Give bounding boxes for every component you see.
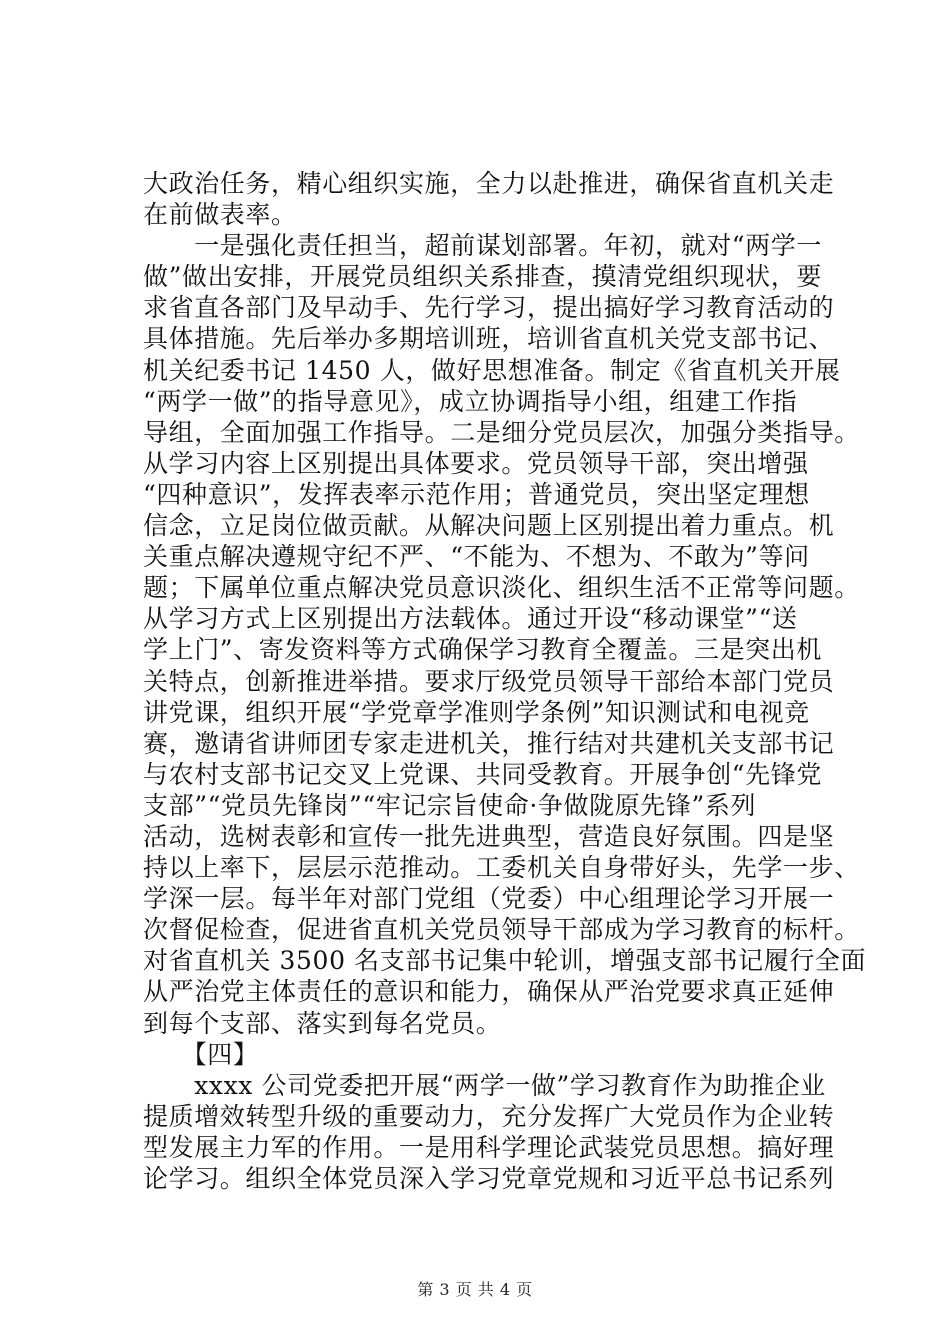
text-line: 求省直各部门及早动手、先行学习，提出搞好学习教育活动的 bbox=[143, 293, 835, 323]
text-line: 对省直机关 3500 名支部书记集中轮训，增强支部书记履行全面 bbox=[143, 946, 867, 976]
text-line: 与农村支部书记交叉上党课、共同受教育。开展争创“先锋党 bbox=[143, 759, 822, 789]
text-line: 具体措施。先后举办多期培训班，培训省直机关党支部书记、 bbox=[143, 324, 835, 354]
text-line: 论学习。组织全体党员深入学习党章党规和习近平总书记系列 bbox=[143, 1164, 835, 1193]
text-line: 持以上率下，层层示范推动。工委机关自身带好头，先学一步、 bbox=[143, 853, 860, 883]
text-line: 到每个支部、落实到每名党员。 bbox=[143, 1008, 502, 1038]
text-line: 在前做表率。 bbox=[143, 200, 297, 230]
text-line: 学深一层。每半年对部门党组（党委）中心组理论学习开展一 bbox=[143, 884, 835, 914]
text-line: 提质增效转型升级的重要动力，充分发挥广大党员作为企业转 bbox=[143, 1101, 835, 1131]
text-line: 题；下属单位重点解决党员意识淡化、组织生活不正常等问题。 bbox=[143, 573, 860, 603]
text-line: 关重点解决遵规守纪不严、“不能为、不想为、不敢为”等问 bbox=[143, 542, 810, 572]
text-line: xxxx 公司党委把开展“两学一做”学习教育作为助推企业 bbox=[143, 1070, 826, 1100]
text-line: 从学习方式上区别提出方法载体。通过开设“移动课堂”“送 bbox=[143, 604, 798, 634]
text-line: “四种意识”，发挥表率示范作用；普通党员，突出坚定理想 bbox=[143, 479, 810, 509]
text-line: 型发展主力军的作用。一是用科学理论武装党员思想。搞好理 bbox=[143, 1132, 835, 1162]
text-line: 机关纪委书记 1450 人，做好思想准备。制定《省直机关开展 bbox=[143, 355, 841, 385]
page-number-footer: 第 3 页 共 4 页 bbox=[417, 1280, 533, 1299]
text-line: 信念，立足岗位做贡献。从解决问题上区别提出着力重点。机 bbox=[143, 511, 835, 541]
text-line: 学上门”、寄发资料等方式确保学习教育全覆盖。三是突出机 bbox=[143, 635, 822, 665]
body-text bbox=[143, 168, 867, 1194]
text-line: 次督促检查，促进省直机关党员领导干部成为学习教育的标杆。 bbox=[143, 915, 860, 945]
text-line: 大政治任务，精心组织实施，全力以赴推进，确保省直机关走 bbox=[143, 169, 835, 198]
text-line: 从学习内容上区别提出具体要求。党员领导干部，突出增强 bbox=[143, 448, 809, 478]
text-line: 关特点，创新推进举措。要求厅级党员领导干部给本部门党员 bbox=[143, 666, 835, 696]
text-line: 做”做出安排，开展党员组织关系排查，摸清党组织现状，要 bbox=[143, 262, 822, 292]
text-line: “两学一做”的指导意见》，成立协调指导小组，组建工作指 bbox=[143, 386, 798, 416]
text-line: 导组，全面加强工作指导。二是细分党员层次，加强分类指导。 bbox=[143, 417, 860, 447]
text-line: 赛，邀请省讲师团专家走进机关，推行结对共建机关支部书记 bbox=[143, 728, 835, 758]
text-line: 活动，选树表彰和宣传一批先进典型，营造良好氛围。四是坚 bbox=[143, 821, 835, 851]
section-heading: 【四】 bbox=[143, 1039, 259, 1069]
text-line: 从严治党主体责任的意识和能力，确保从严治党要求真正延伸 bbox=[143, 977, 835, 1007]
text-line: 支部”“党员先锋岗”“牢记宗旨使命·争做陇原先锋”系列 bbox=[143, 790, 757, 820]
text-line: 讲党课，组织开展“学党章学准则学条例”知识测试和电视竞 bbox=[143, 697, 810, 727]
text-line: 一是强化责任担当，超前谋划部署。年初，就对“两学一 bbox=[143, 231, 822, 261]
